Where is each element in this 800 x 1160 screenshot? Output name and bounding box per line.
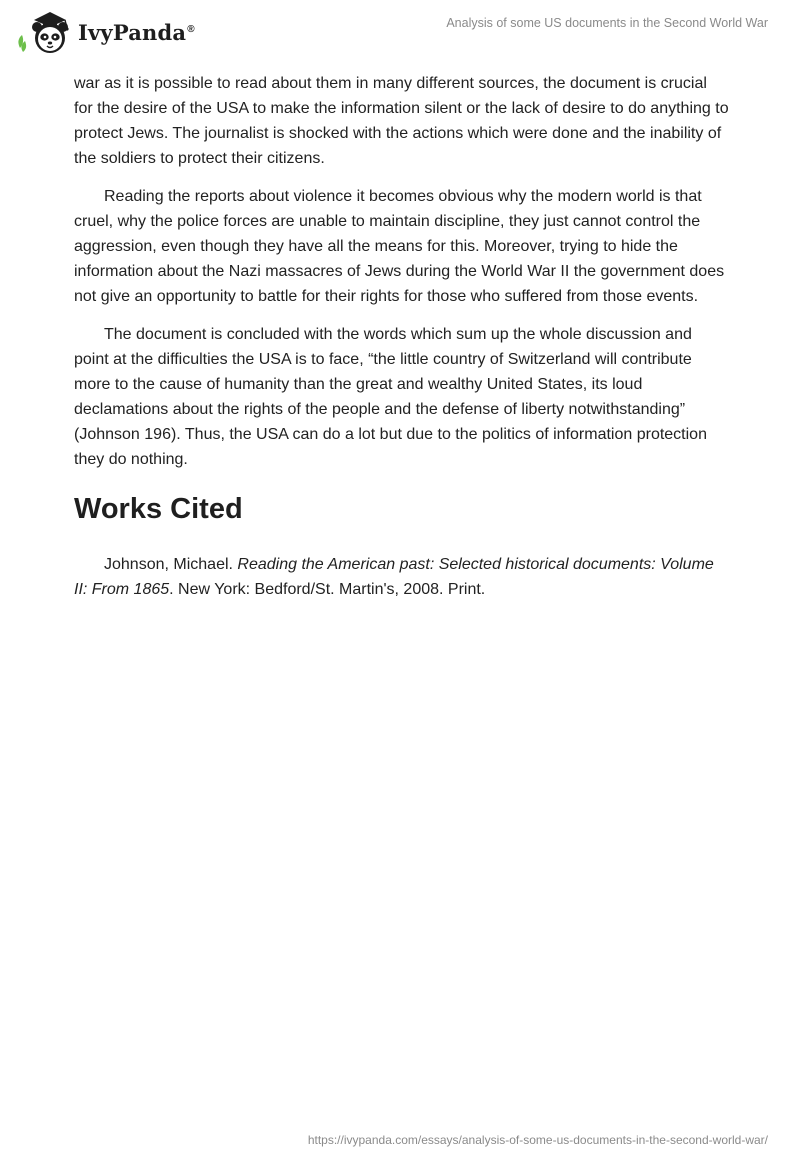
essay-body — [74, 71, 730, 602]
source-url[interactable]: https://ivypanda.com/essays/analysis-of-some-us-documents-in-the-second-world-war/ — [307, 1133, 768, 1147]
citation-publication: . New York: Bedford/St. Martin's, 2008. Print. — [169, 581, 486, 598]
works-cited-heading: Works Cited — [74, 493, 243, 525]
body-paragraph: The document is concluded with the words which sum up the whole discussion and point at the difficulties the USA is to face, “the little country of Switzerland will contribute more to the cause of humanity than the great and wealthy United States, its loud declamations about the rights of the people and the defense of liberty notwithstanding” (Johnson 196). Thus, the USA can do a lot but due to the politics of information protection they do nothing. — [74, 326, 707, 468]
logo-wordmark: IvyPanda® — [78, 19, 195, 45]
panda-graduate-icon — [14, 8, 76, 56]
citation-author: Johnson, Michael. — [104, 556, 238, 573]
citation-title: Reading the American past: Selected historical documents: Volume II: From 1865 — [74, 556, 714, 598]
ivypanda-logo[interactable] — [14, 8, 195, 56]
body-paragraph: Reading the reports about violence it becomes obvious why the modern world is that cruel, why the police forces are unable to maintain discipline, they just cannot control the aggression, even though they have all the means for this. Moreover, trying to hide the information about the Nazi massacres of Jews during the World War II the government does not give an opportunity to battle for their rights for those who suffered from those events. — [74, 188, 725, 305]
document-title: Analysis of some US documents in the Second World War — [446, 16, 768, 30]
page-header — [0, 0, 800, 70]
registered-mark: ® — [187, 23, 195, 35]
citation-entry — [74, 552, 730, 602]
body-paragraph: war as it is possible to read about them in many different sources, the document is crucial for the desire of the USA to make the information silent or the lack of desire to do anything to protect Jews. The journalist is shocked with the actions which were done and the inability of the soldiers to protect their citizens. — [74, 75, 729, 167]
